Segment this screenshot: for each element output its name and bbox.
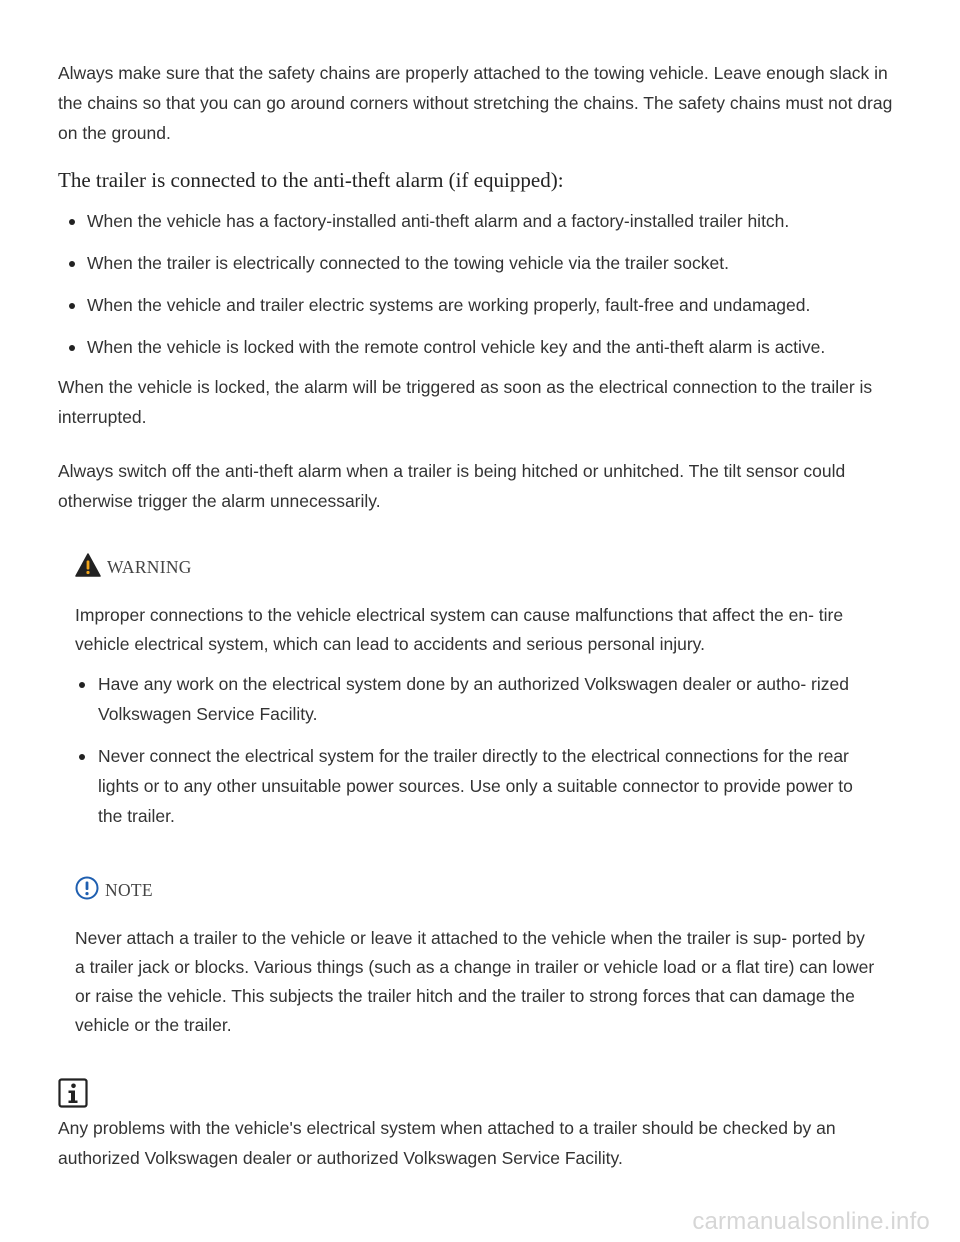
note-title: NOTE [105, 879, 153, 900]
alarm-trigger-paragraph: When the vehicle is locked, the alarm will be triggered as soon as the electrical connection to the trailer is interrupted. [58, 377, 873, 427]
warning-text: Improper connections to the vehicle electrical system can cause malfunctions that affect the en- tire vehicle electrical system, which can lead to accidents and serious personal injury. [75, 605, 844, 654]
warning-triangle-icon [75, 553, 101, 582]
warning-callout [75, 552, 875, 831]
watermark: carmanualsonline.info [692, 1208, 930, 1235]
note-header [75, 875, 875, 905]
list-item: Never connect the electrical system for the trailer directly to the electrical connections for the rear lights or to any other unsuitable power sources. Use only a suitable connector to provide power to the trailer. [75, 741, 878, 831]
warning-title: WARNING [107, 556, 192, 577]
exclamation-circle-icon [75, 876, 99, 905]
note-text: Never attach a trailer to the vehicle or leave it attached to the vehicle when the trailer is sup- ported by a trailer jack or blocks. Various things (such as a change in trailer or vehicle load or a flat tire) can lower or raise the vehicle. This subjects the trailer hitch and the trailer to strong forces that can damage the vehicle or the trailer. [75, 928, 875, 1035]
alarm-conditions-list [58, 206, 908, 362]
info-box-icon [58, 1078, 88, 1113]
list-item: When the trailer is electrically connected to the towing vehicle via the trailer socket. [58, 248, 908, 278]
intro-paragraph: Always make sure that the safety chains are properly attached to the towing vehicle. Leave enough slack in the chains so that you can go around corners without stretching the chains. The safety chains must not drag on the ground. [58, 63, 893, 143]
alarm-section-heading: The trailer is connected to the anti-theft alarm (if equipped): [58, 168, 564, 192]
list-item: When the vehicle and trailer electric systems are working properly, fault-free and undamaged. [58, 290, 908, 320]
warning-header [75, 552, 875, 582]
list-item: When the vehicle is locked with the remote control vehicle key and the anti-theft alarm is active. [58, 332, 908, 362]
manual-page [58, 58, 908, 1173]
note-callout [75, 875, 875, 1040]
list-item: Have any work on the electrical system done by an authorized Volkswagen dealer or autho- rized Volkswagen Service Facility. [75, 669, 858, 729]
warning-list [75, 669, 875, 831]
info-text: Any problems with the vehicle's electrical system when attached to a trailer should be checked by an authorized Volkswagen dealer or authorized Volkswagen Service Facility. [58, 1118, 836, 1168]
info-callout [58, 1078, 908, 1173]
list-item: When the vehicle has a factory-installed anti-theft alarm and a factory-installed trailer hitch. [58, 206, 908, 236]
alarm-switch-off-paragraph: Always switch off the anti-theft alarm when a trailer is being hitched or unhitched. The tilt sensor could otherwise trigger the alarm unnecessarily. [58, 461, 846, 511]
